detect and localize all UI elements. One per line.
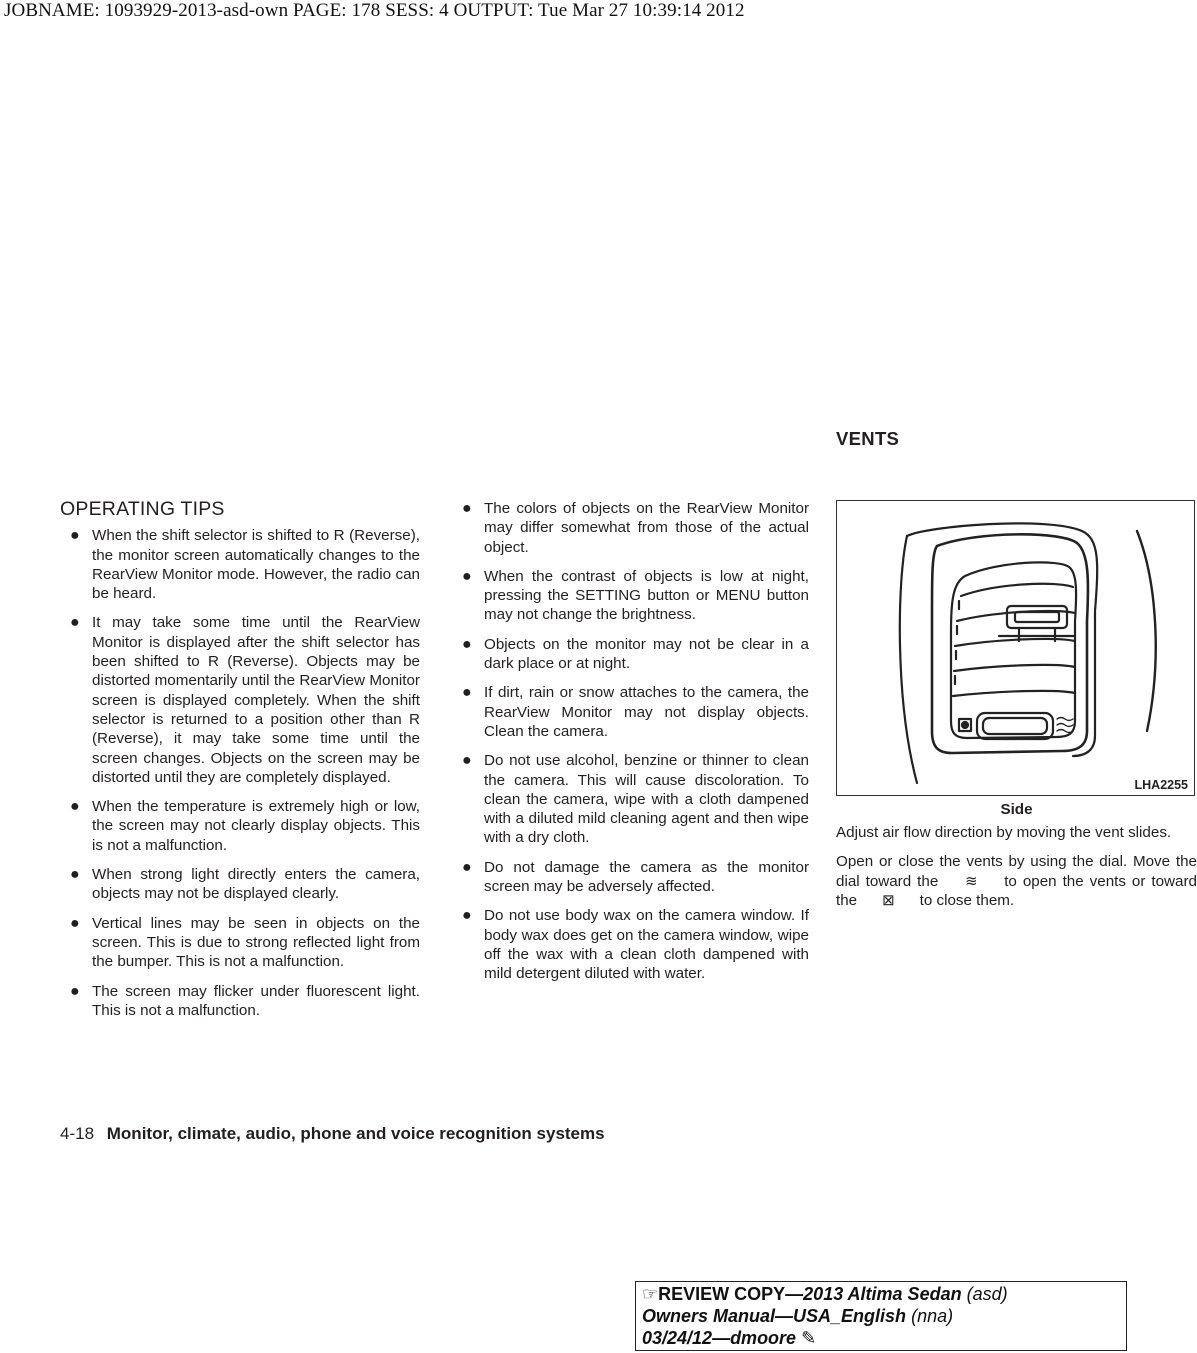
list-item: ● When the contrast of objects is low at night, pressing the SETTING button or MENU button may not change the brightness.	[462, 567, 809, 624]
bullet-icon: ●	[462, 907, 472, 925]
vents-paragraph-1: Adjust air flow direction by moving the vent slides.	[836, 824, 1172, 841]
column-middle	[452, 499, 809, 994]
bullet-icon: ●	[70, 798, 80, 816]
bullet-icon: ●	[70, 614, 80, 632]
list-item: ● When strong light directly enters the camera, objects may not be displayed clearly.	[70, 866, 420, 903]
column-left	[60, 497, 420, 1030]
list-item: ● If dirt, rain or snow attaches to the camera, the RearView Monitor may not display objects. Clean the camera.	[462, 684, 809, 740]
bullet-icon: ●	[462, 684, 472, 702]
list-item: ● The colors of objects on the RearView Monitor may differ somewhat from those of the actual object.	[462, 500, 809, 556]
figure-id: LHA2255	[1134, 778, 1188, 792]
bullet-icon: ●	[70, 982, 80, 1000]
list-item: ● When the shift selector is shifted to R (Reverse), the monitor screen automatically changes to the RearView Monitor mode. However, the radio can be heard.	[70, 527, 420, 603]
vent-open-icon: ≋	[964, 872, 978, 890]
job-header: JOBNAME: 1093929-2013-asd-own PAGE: 178 SESS: 4 OUTPUT: Tue Mar 27 10:39:14 2012	[4, 0, 745, 21]
operating-tips-list	[60, 526, 420, 1020]
vent-close-icon: ⊠	[882, 891, 895, 909]
vents-heading: VENTS	[836, 428, 900, 449]
review-line-2: Owners Manual—USA_English (nna)	[642, 1306, 954, 1326]
figure-caption: Side	[1000, 801, 1033, 818]
bullet-icon: ●	[70, 866, 80, 884]
review-line-1: ☞REVIEW COPY—2013 Altima Sedan (asd)	[642, 1284, 1008, 1304]
bullet-icon: ●	[70, 914, 80, 932]
page-number: 4-18	[60, 1124, 95, 1143]
bullet-icon: ●	[462, 567, 472, 585]
vent-figure	[836, 500, 1195, 796]
vents-text	[836, 823, 1197, 920]
list-item: ● It may take some time until the RearView Monitor is displayed after the shift selector has been shifted to R (Reverse). Objects may be distorted momentarily until the RearView Monitor screen is displayed completely. When the shift selector is returned to a position other than R (Reverse), it may take some time until the screen changes. Objects on the screen may be distorted until they are completely displayed.	[70, 614, 420, 786]
bullet-icon: ●	[462, 752, 472, 770]
bullet-icon: ●	[462, 635, 472, 653]
bullet-icon: ●	[462, 858, 472, 876]
list-item: ● Do not use alcohol, benzine or thinner to clean the camera. This will cause discoloration. To clean the camera, wipe with a cloth dampened with a diluted mild cleaning agent and then wipe with a dry cloth.	[462, 752, 809, 847]
list-item: ● When the temperature is extremely high or low, the screen may not clearly display objects. This is not a malfunction.	[70, 798, 420, 854]
list-item: ● The screen may flicker under fluorescent light. This is not a malfunction.	[70, 982, 420, 1019]
writing-hand-icon: ✎	[801, 1328, 817, 1348]
list-item: ● Vertical lines may be seen in objects on the screen. This is due to strong reflected light from the bumper. This is not a malfunction.	[70, 914, 420, 971]
page-footer	[60, 1124, 605, 1144]
chapter-title: Monitor, climate, audio, phone and voice recognition systems	[106, 1124, 605, 1143]
list-item: ● Objects on the monitor may not be clear in a dark place or at night.	[462, 635, 809, 673]
review-copy-box	[635, 1281, 1127, 1351]
vent-illustration	[837, 501, 1194, 795]
list-item: ● Do not damage the camera as the monitor screen may be adversely affected.	[462, 858, 809, 896]
operating-tips-title: OPERATING TIPS	[60, 498, 225, 520]
vents-paragraph-2: Open or close the vents by using the dial. Move the dial toward the ≋ to open the vents or toward the ⊠ to close them.	[836, 853, 1197, 909]
bullet-icon: ●	[462, 500, 472, 517]
bullet-icon: ●	[70, 527, 80, 545]
list-item: ● Do not use body wax on the camera window. If body wax does get on the camera window, wipe off the wax with a clean cloth dampened with mild detergent diluted with water.	[462, 907, 809, 983]
operating-tips-list-cont	[452, 499, 809, 984]
review-line-3: 03/24/12—dmoore ✎	[642, 1328, 817, 1348]
pointing-hand-icon: ☞	[642, 1284, 659, 1304]
